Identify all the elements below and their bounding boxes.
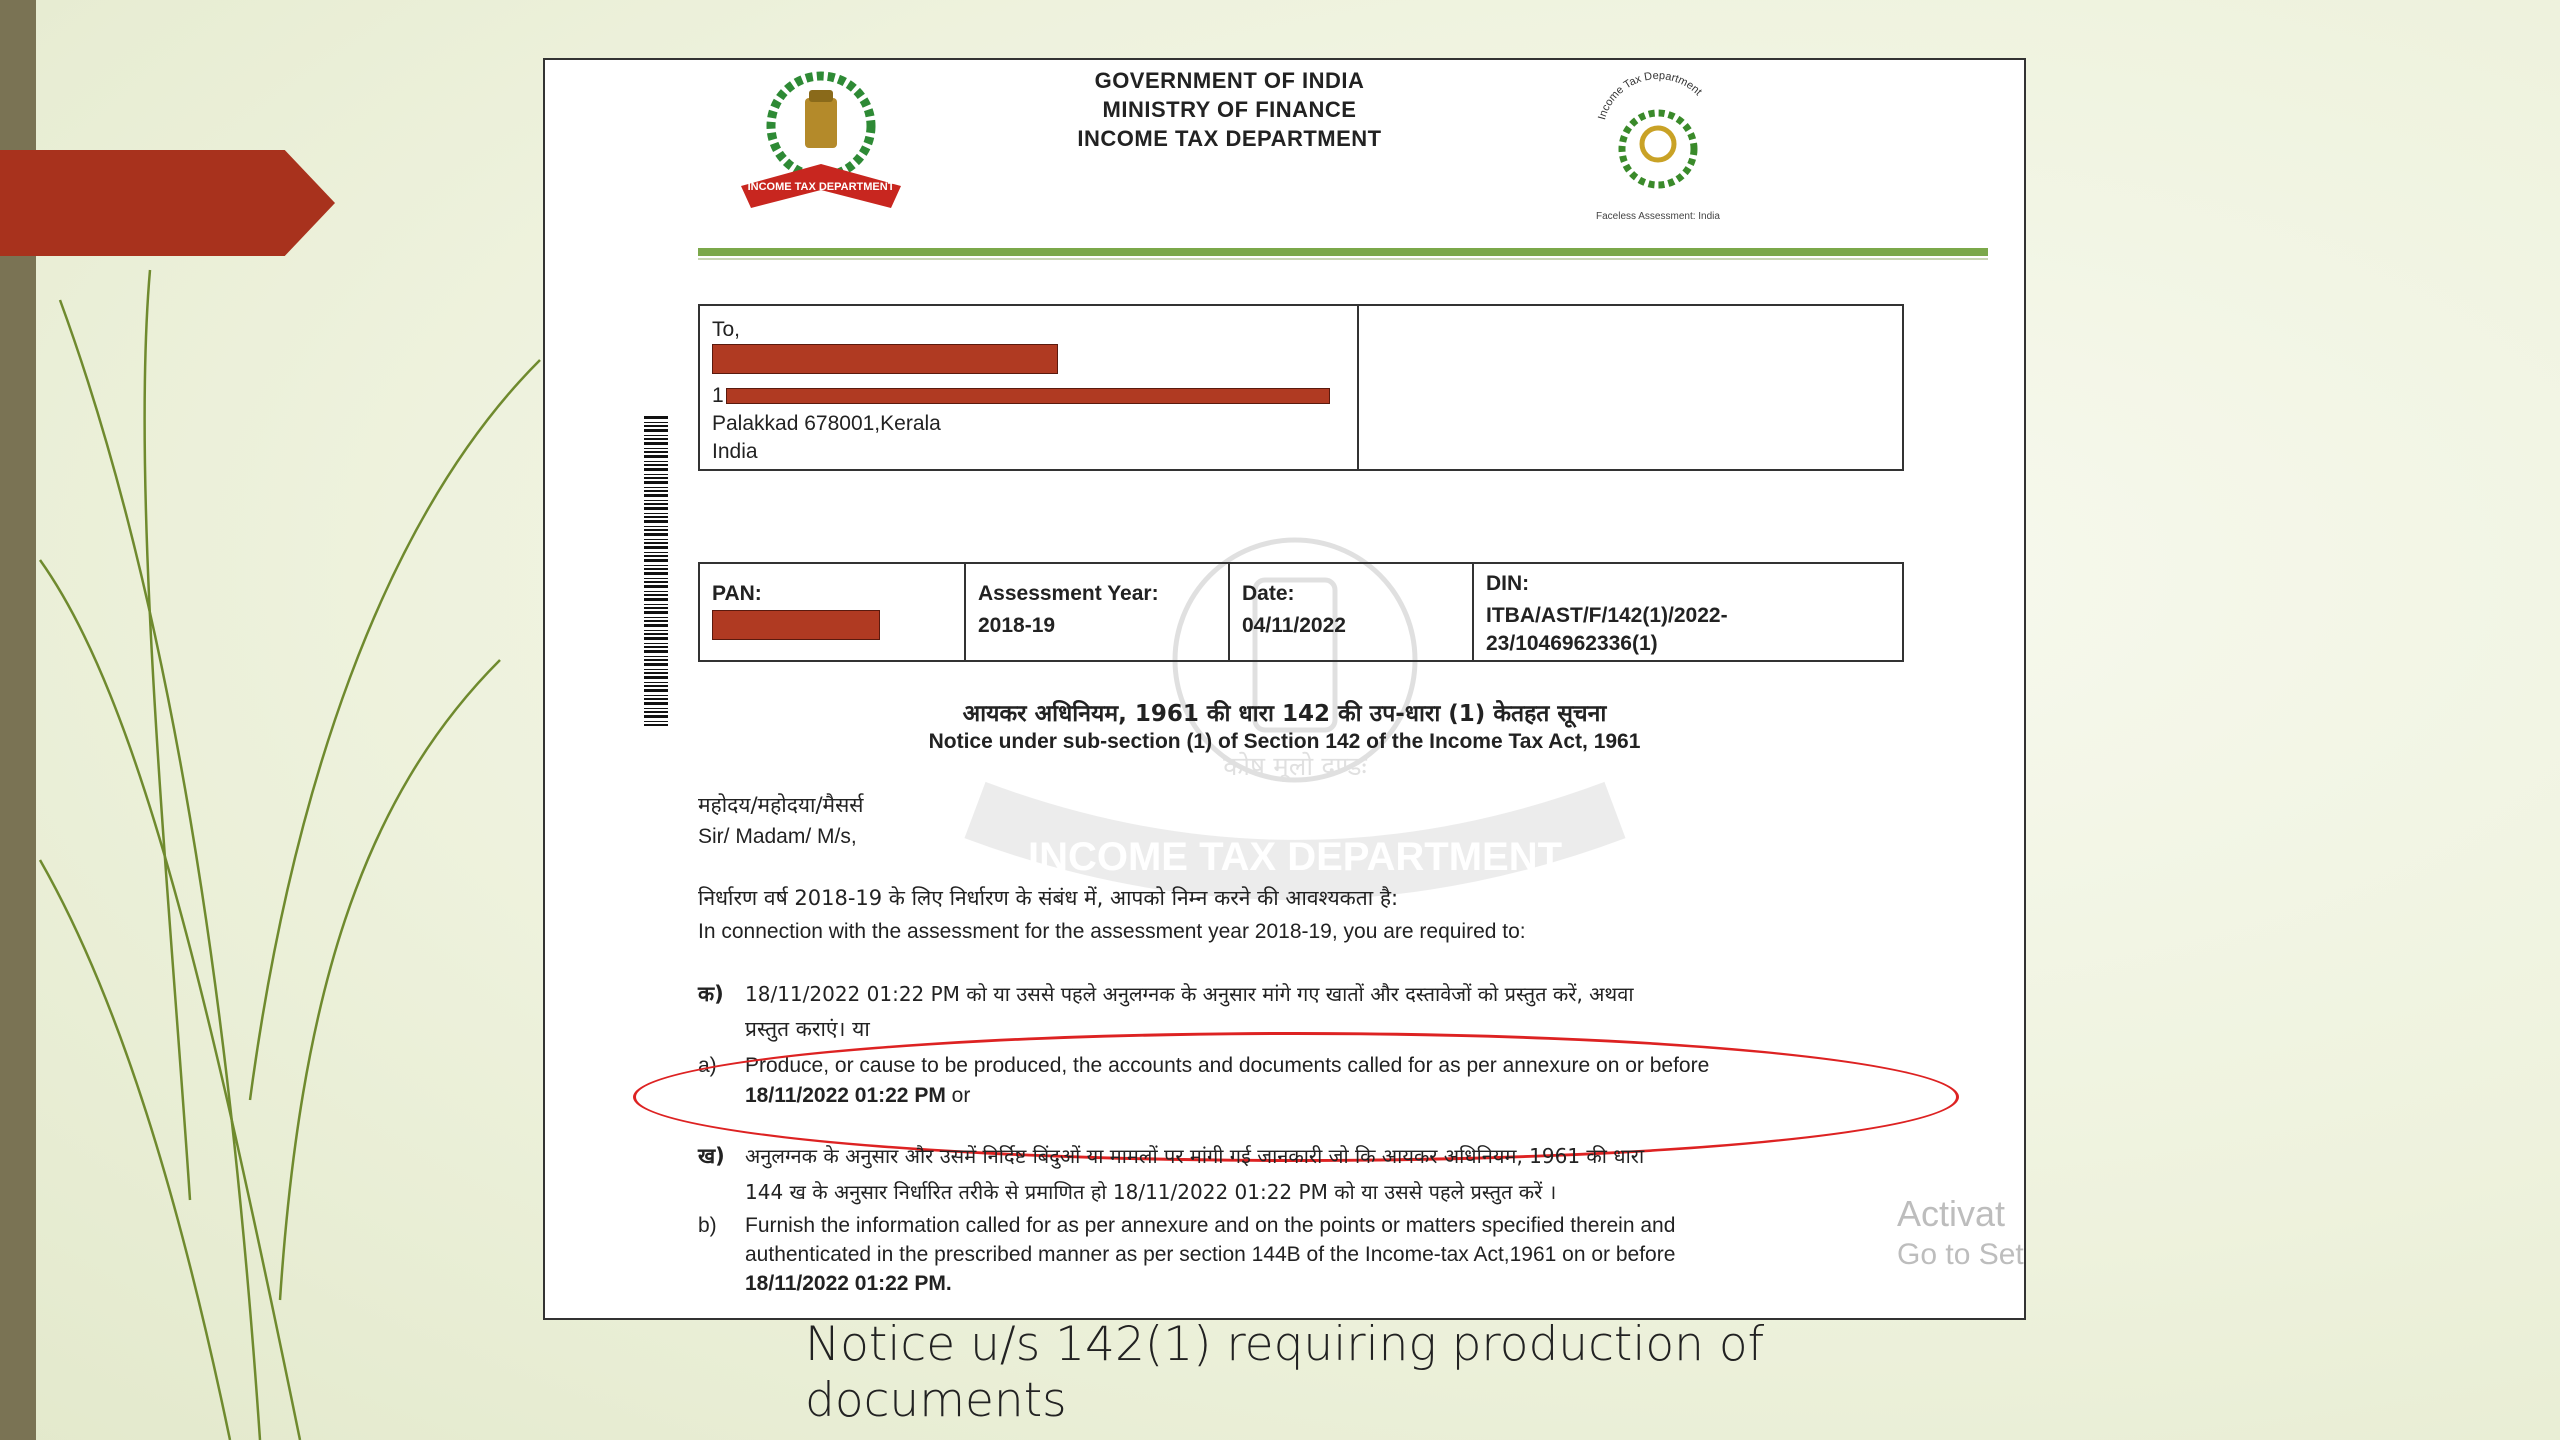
din-label: DIN: <box>1486 572 1530 595</box>
address-block <box>700 306 1359 469</box>
address-country: India <box>712 440 758 463</box>
faceless-assessment-logo <box>1573 64 1743 234</box>
document-header <box>545 66 2024 153</box>
intro-hindi: निर्धारण वर्ष 2018-19 के लिए निर्धारण के संबंध में, आपको निम्न करने की आवश्यकता है: <box>698 886 1399 910</box>
item-b-english-line-1: Furnish the information called for as per annexure and on the points or matters specified therein and <box>745 1214 1676 1237</box>
assessment-year-value: 2018-19 <box>978 614 1056 637</box>
date-label: Date: <box>1242 582 1295 605</box>
slide-caption <box>805 1317 1764 1429</box>
notice-title-hindi: आयकर अधिनियम, 1961 की धारा 142 की उप-धारा (1) केतहत सूचना <box>962 701 1607 727</box>
notice-document <box>543 58 2026 1320</box>
header-line-1: GOVERNMENT OF INDIA <box>1094 68 1365 93</box>
item-a-marker: a) <box>698 1054 717 1077</box>
watermark-motto: कोष मूलो दण्डः <box>1223 752 1367 782</box>
address-box <box>698 304 1904 471</box>
address-line-1 <box>712 382 1345 410</box>
activation-overlay <box>1897 1190 2024 1272</box>
header-line-2: MINISTRY OF FINANCE <box>1102 97 1357 122</box>
din-value-2: 23/1046962336(1) <box>1486 632 1658 655</box>
pan-label: PAN: <box>712 582 762 605</box>
item-a-hindi-line-2: प्रस्तुत कराएं। या <box>745 1017 870 1041</box>
salutation-english: Sir/ Madam/ M/s, <box>698 825 857 848</box>
header-rule-shadow <box>698 258 1988 260</box>
decorative-lines <box>0 0 560 1440</box>
caption-line-1: Notice u/s 142(1) requiring production of <box>805 1317 1765 1372</box>
item-b-english-line-3: 18/11/2022 01:22 PM. <box>745 1272 952 1295</box>
logo-caption-text: Faceless Assessment: India <box>1596 211 1720 222</box>
barcode <box>644 416 668 726</box>
salutation-hindi: महोदय/महोदया/मैसर्स <box>698 793 864 817</box>
item-a-deadline: 18/11/2022 01:22 PM <box>745 1084 946 1107</box>
item-b-hindi-line-1: अनुलग्नक के अनुसार और उसमें निर्दिष्ट बिंदुओं या मामलों पर मांगी गई जानकारी जो कि आयकर अधिनियम, 1961 की धारा <box>745 1144 1645 1168</box>
caption-line-2: documents <box>805 1373 1067 1428</box>
logo-arc-text: Income Tax Department <box>1596 69 1705 122</box>
redacted-name <box>712 344 1058 374</box>
din-cell <box>1474 564 1902 660</box>
item-a-hindi-line-1: 18/11/2022 01:22 PM को या उससे पहले अनुलग्नक के अनुसार मांगे गए खातों और दस्तावेजों को प्रस्तुत करें, अथवा <box>745 982 1634 1006</box>
activation-line-1: Activat <box>1897 1193 2006 1234</box>
item-b-hindi-line-2: 144 ख के अनुसार निर्धारित तरीके से प्रमाणित हो 18/11/2022 01:22 PM को या उससे पहले प्रस्तुत करें । <box>745 1180 1557 1204</box>
assessment-year-label: Assessment Year: <box>978 582 1159 605</box>
din-value-1: ITBA/AST/F/142(1)/2022- <box>1486 604 1728 627</box>
logo-banner-text: INCOME TAX DEPARTMENT <box>747 181 895 193</box>
address-to: To, <box>712 318 741 341</box>
notice-title-english: Notice under sub-section (1) of Section 142 of the Income Tax Act, 1961 <box>928 730 1641 753</box>
redacted-address <box>726 388 1330 404</box>
redacted-pan <box>712 610 880 640</box>
item-a-english-or: or <box>945 1084 971 1107</box>
item-a-english-line-1: Produce, or cause to be produced, the accounts and documents called for as per annexure on or before <box>745 1054 1710 1077</box>
address-city: Palakkad 678001,Kerala <box>712 412 941 435</box>
address-line-prefix: 1 <box>712 384 724 407</box>
assessment-year-cell <box>966 564 1230 660</box>
header-rule <box>698 248 1988 256</box>
date-cell <box>1230 564 1474 660</box>
item-a-hindi-marker: क) <box>698 982 724 1006</box>
header-line-3: INCOME TAX DEPARTMENT <box>1077 126 1382 151</box>
item-b-marker: b) <box>698 1214 717 1237</box>
pan-cell <box>700 564 966 660</box>
intro-english: In connection with the assessment for the assessment year 2018-19, you are required to: <box>698 920 1526 943</box>
notice-info-table <box>698 562 1904 662</box>
item-b-hindi-marker: ख) <box>698 1144 725 1168</box>
item-b-english-line-2: authenticated in the prescribed manner as per section 144B of the Income-tax Act,1961 on or before <box>745 1243 1676 1266</box>
date-value: 04/11/2022 <box>1242 614 1346 637</box>
watermark-text: INCOME TAX DEPARTMENT <box>1027 835 1563 879</box>
activation-line-2: Go to Set <box>1897 1238 2024 1271</box>
